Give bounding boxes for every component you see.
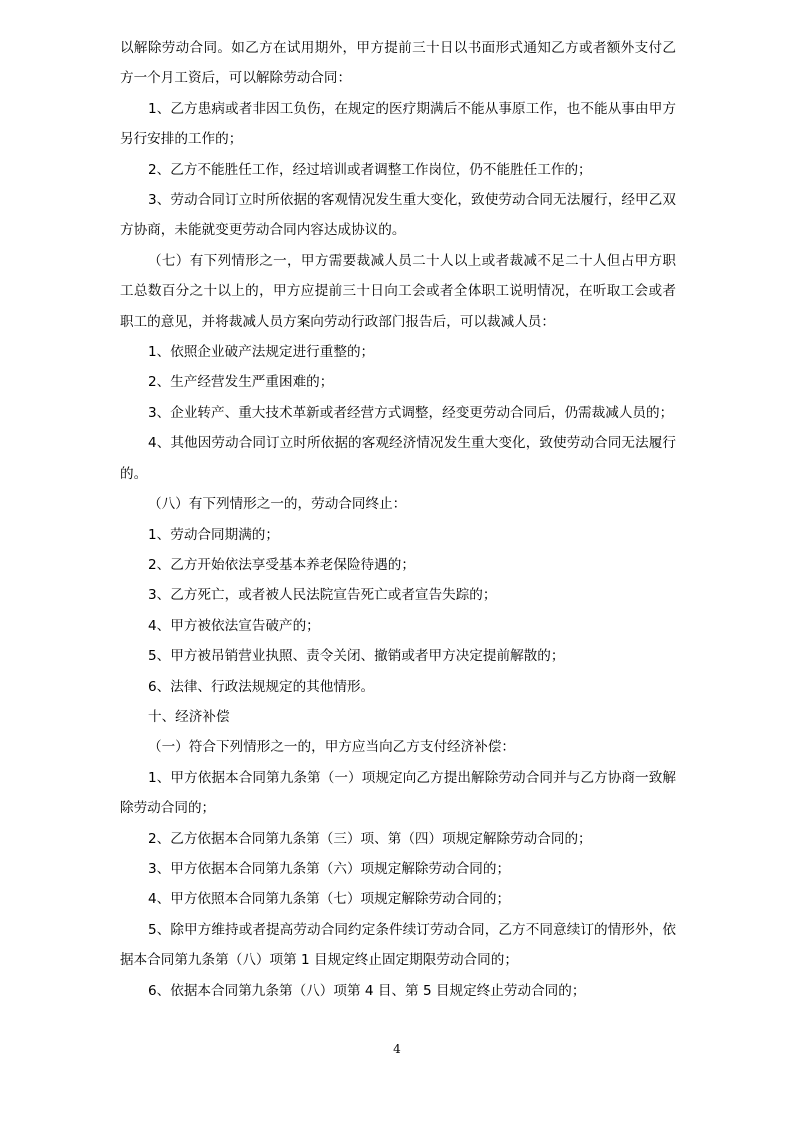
paragraph: 3、甲方依据本合同第九条第（六）项规定解除劳动合同的； [148,860,511,877]
paragraph: 1、依照企业破产法规定进行重整的； [148,344,375,361]
paragraph: 5、除甲方维持或者提高劳动合同约定条件续订劳动合同，乙方不同意续订的情形外，依据本合同第九条第（八）项第 1 目规定终止固定期限劳动合同的； [120,921,676,969]
paragraph: 4、甲方依照本合同第九条第（七）项规定解除劳动合同的； [148,891,511,908]
document-body [120,33,676,1006]
paragraph: 4、其他因劳动合同订立时所依据的客观经济情况发生重大变化，致使劳动合同无法履行的。 [120,435,676,482]
page-number: 4 [393,1042,401,1056]
paragraph: 2、乙方不能胜任工作，经过培训或者调整工作岗位，仍不能胜任工作的； [148,161,592,178]
paragraph: 4、甲方被依法宣告破产的； [148,617,320,634]
paragraph: 1、甲方依据本合同第九条第（一）项规定向乙方提出解除劳动合同并与乙方协商一致解除劳动合同的； [120,769,676,817]
paragraph: 6、法律、行政法规规定的其他情形。 [148,678,375,695]
paragraph: 6、依据本合同第九条第（八）项第 4 目、第 5 目规定终止劳动合同的； [148,982,586,999]
paragraph: 1、劳动合同期满的； [148,526,279,543]
paragraph: （八）有下列情形之一的，劳动合同终止： [148,496,407,513]
paragraph: 2、乙方开始依法享受基本养老保险待遇的； [148,556,415,573]
paragraph: 十、经济补偿 [148,708,230,725]
paragraph: 3、企业转产、重大技术革新或者经营方式调整，经变更劳动合同后，仍需裁减人员的； [148,404,674,421]
paragraph: 5、甲方被吊销营业执照、责令关闭、撤销或者甲方决定提前解散的； [148,648,565,665]
paragraph: （七）有下列情形之一，甲方需要裁减人员二十人以上或者裁减不足二十人但占甲方职工总数百分之十以上的，甲方应提前三十日向工会或者全体职工说明情况，在听取工会或者职工的意见，并将裁减人员方案向劳动行政部门报告后，可以裁减人员： [120,252,676,330]
paragraph: 2、乙方依据本合同第九条第（三）项、第（四）项规定解除劳动合同的； [148,830,592,847]
paragraph: 1、乙方患病或者非因工负伤，在规定的医疗期满后不能从事原工作，也不能从事由甲方另行安排的工作的； [120,100,676,148]
paragraph: 3、劳动合同订立时所依据的客观情况发生重大变化，致使劳动合同无法履行，经甲乙双方协商，未能就变更劳动合同内容达成协议的。 [120,192,676,239]
paragraph: 2、生产经营发生严重困难的； [148,374,334,391]
paragraph: 以解除劳动合同。如乙方在试用期外，甲方提前三十日以书面形式通知乙方或者额外支付乙方一个月工资后，可以解除劳动合同： [120,40,676,87]
paragraph: 3、乙方死亡，或者被人民法院宣告死亡或者宣告失踪的； [148,587,497,604]
paragraph: （一）符合下列情形之一的，甲方应当向乙方支付经济补偿： [148,739,516,756]
